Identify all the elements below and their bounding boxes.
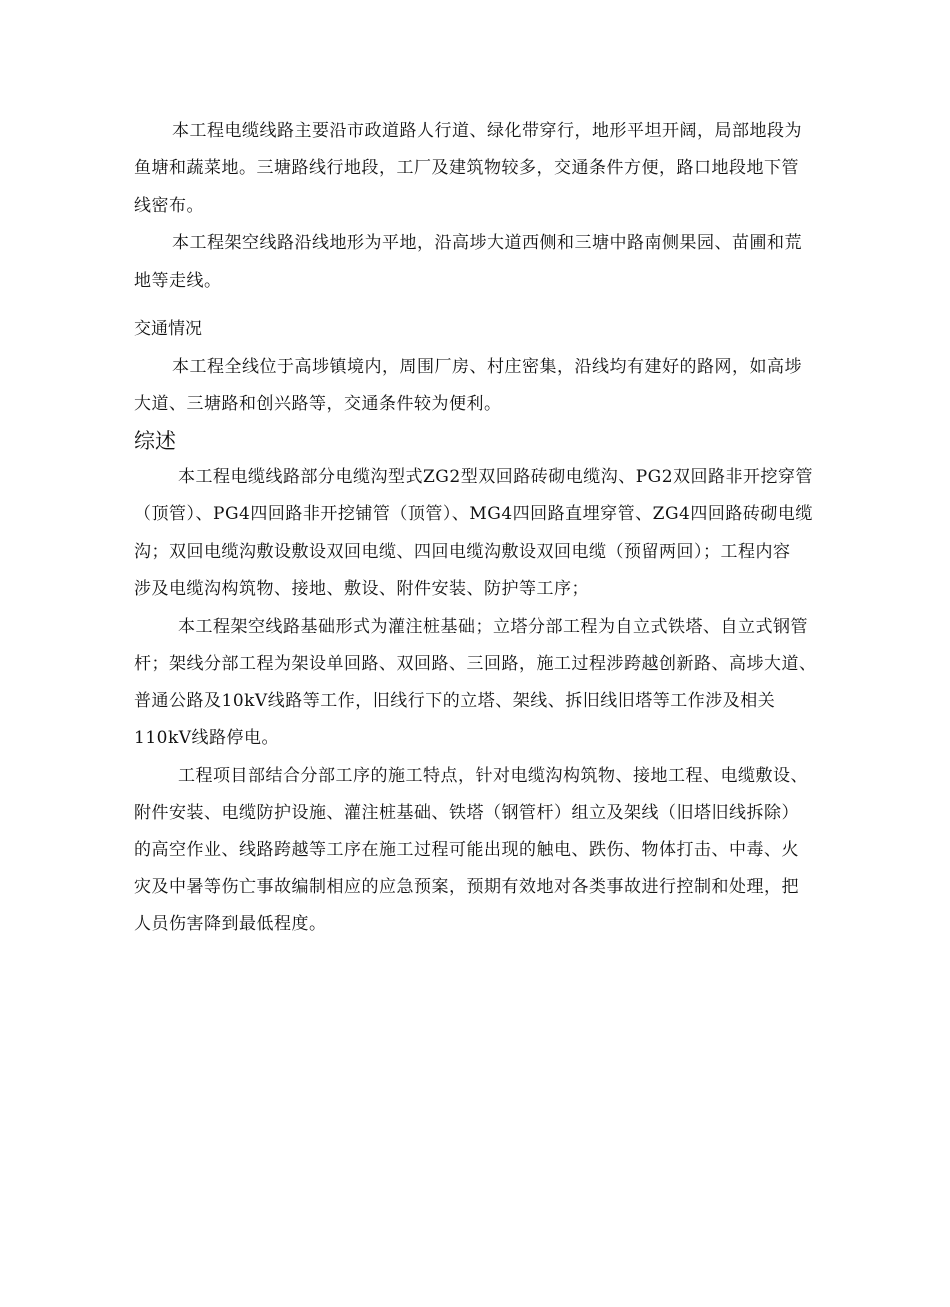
paragraph-5-line-3: 普通公路及10kV线路等工作，旧线行下的立塔、架线、拆旧线旧塔等工作涉及相关 bbox=[134, 691, 776, 711]
summary-heading: 综述 bbox=[134, 429, 176, 453]
paragraph-3-line-2: 大道、三塘路和创兴路等，交通条件较为便利。 bbox=[134, 394, 502, 414]
paragraph-4-line-1: 本工程电缆线路部分电缆沟型式ZG2型双回路砖砌电缆沟、PG2双回路非开挖穿管 bbox=[178, 467, 814, 487]
paragraph-4-line-3: 沟；双回电缆沟敷设敷设双回电缆、四回电缆沟敷设双回电缆（预留两回）；工程内容 bbox=[134, 542, 791, 562]
paragraph-6-line-4: 灾及中暑等伤亡事故编制相应的应急预案，预期有效地对各类事故进行控制和处理，把 bbox=[134, 877, 799, 897]
paragraph-4-line-2: （顶管）、PG4四回路非开挖铺管（顶管）、MG4四回路直埋穿管、ZG4四回路砖砌电缆 bbox=[134, 504, 813, 524]
paragraph-1-line-2: 鱼塘和蔬菜地。三塘路线行地段，工厂及建筑物较多，交通条件方便，路口地段地下管 bbox=[134, 158, 799, 178]
paragraph-3-line-1: 本工程全线位于高埗镇境内，周围厂房、村庄密集，沿线均有建好的路网，如高埗 bbox=[172, 357, 802, 377]
paragraph-4-line-4: 涉及电缆沟构筑物、接地、敷设、附件安装、防护等工序； bbox=[134, 579, 589, 599]
paragraph-1-line-3: 线密布。 bbox=[134, 196, 204, 216]
paragraph-2-line-2: 地等走线。 bbox=[134, 271, 222, 291]
paragraph-6-line-5: 人员伤害降到最低程度。 bbox=[134, 914, 327, 934]
paragraph-1-line-1: 本工程电缆线路主要沿市政道路人行道、绿化带穿行，地形平坦开阔，局部地段为 bbox=[172, 121, 802, 141]
paragraph-5-line-4: 110kV线路停电。 bbox=[134, 728, 280, 748]
paragraph-2-line-1: 本工程架空线路沿线地形为平地，沿高埗大道西侧和三塘中路南侧果园、苗圃和荒 bbox=[172, 233, 802, 253]
paragraph-5-line-2: 杆；架线分部工程为架设单回路、双回路、三回路，施工过程涉跨越创新路、高埗大道、 bbox=[134, 654, 817, 674]
paragraph-5-line-1: 本工程架空线路基础形式为灌注桩基础；立塔分部工程为自立式铁塔、自立式钢管 bbox=[178, 617, 808, 637]
paragraph-6-line-2: 附件安装、电缆防护设施、灌注桩基础、铁塔（钢管杆）组立及架线（旧塔旧线拆除） bbox=[134, 803, 799, 823]
paragraph-6-line-1: 工程项目部结合分部工序的施工特点，针对电缆沟构筑物、接地工程、电缆敷设、 bbox=[178, 766, 808, 786]
traffic-heading: 交通情况 bbox=[134, 319, 202, 339]
paragraph-6-line-3: 的高空作业、线路跨越等工序在施工过程可能出现的触电、跌伤、物体打击、中毒、火 bbox=[134, 840, 799, 860]
